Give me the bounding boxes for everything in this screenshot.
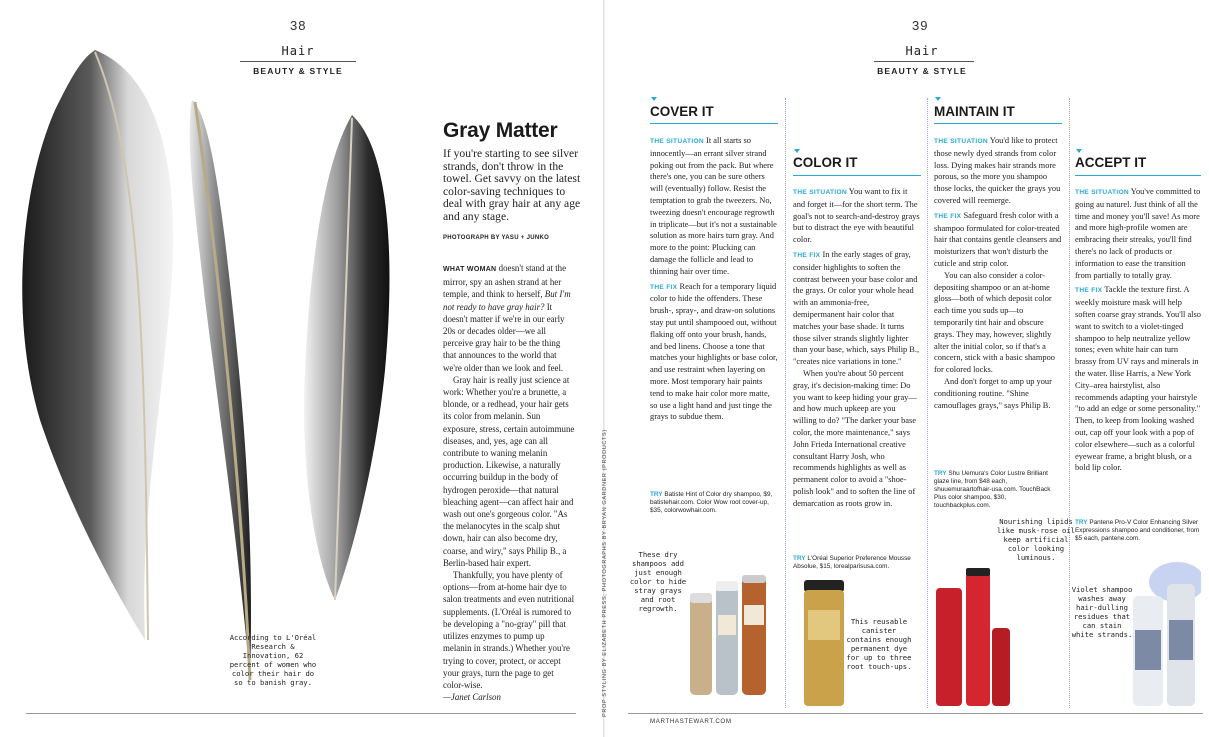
column-maintain-text (934, 135, 1062, 411)
column-cover-text (650, 135, 778, 423)
page-number: 39 (912, 18, 929, 33)
column-divider (927, 98, 928, 708)
title-rule (1075, 175, 1201, 176)
fix-label: THE FIX (793, 251, 821, 259)
shampoo-bottles-photo (932, 568, 1012, 708)
column-paragraph: And don't forget to amp up your conditioning routine. "Shine camouflages grays," says Philip B. (934, 376, 1052, 410)
arrow-down-icon (1076, 149, 1082, 153)
headline: Gray Matter (443, 119, 558, 142)
fix-text: In the early stages of gray, consider highlights to soften the contrast between your base color and the grays. Or color your whole head with an ammonia-free, demipermanent hair color that matches your base shade. It turns those silver strands slightly lighter than your base, which, says Philip B., "creates nice variations in tone." (793, 249, 920, 367)
subsection-label: BEAUTY & STYLE (877, 66, 967, 76)
situation-text: You'd like to protect those newly dyed strands from color loss. Dying makes hair strands more porous, so the more you shampoo those locks, the quicker the grays you covered will reemerge. (934, 136, 1061, 205)
mousse-canister-photo (802, 580, 846, 708)
column-divider (785, 98, 786, 708)
column-title-cover: COVER IT (650, 104, 714, 119)
feathers-photo (0, 40, 440, 720)
situation-label: THE SITUATION (1075, 189, 1129, 196)
column-accept-text (1075, 186, 1201, 474)
photo-credit: PHOTOGRAPH BY YASU + JUNKO (443, 235, 550, 241)
lead-in: WHAT WOMAN (443, 266, 497, 273)
product-caption: Nourishing lipids like musk-rose oil keep artificial color looking luminous. (997, 517, 1075, 562)
try-note-cover (650, 491, 778, 515)
try-label: TRY (934, 470, 947, 477)
article-text: doesn't stand at the mirror, spy an ashen strand at her temple, and think to herself, (443, 263, 567, 300)
product-caption: Violet shampoo washes away hair-dulling residues that can stain white strands. (1071, 585, 1133, 639)
product-caption: This reusable canister contains enough permanent dye for up to three root touch-ups. (846, 617, 912, 671)
try-note-accept (1075, 519, 1201, 543)
try-text: Pantene Pro-V Color Enhancing Silver Expressions shampoo and conditioner, from $5 each, pantene.com. (1075, 519, 1200, 542)
column-paragraph: You can also consider a color-depositing shampoo or an at-home gloss—both of which deposit color each time you suds up—to temporarily tint hair and obscure grays. They may, however, slightly alter the initial color, so if that's a concern, stick with a basic shampoo for colored locks. (934, 270, 1055, 375)
try-text: Batiste Hint of Color dry shampoo, $9, batistehair.com. Color Wow root cover-up, $35, colorwowhair.com. (650, 491, 773, 514)
left-page (0, 0, 604, 737)
arrow-down-icon (794, 149, 800, 153)
article-paragraph: Gray hair is really just science at work: Whether you're a brunette, a blonde, or a redhead, your hair gets its color from melanin. Sun exposure, stress, certain autoimmune diseases, and, yes, age can all contribute to waning melanin production. Likewise, a naturally occurring buildup in the body of hydrogen peroxide—that natural bleaching agent—can affect hair and wash out one's gorgeous color. "As the melanocytes in the scalp shut down, hair can also become dry, coarse, and wiry," says Philip B., a Berlin-based hair expert. (443, 374, 575, 568)
try-label: TRY (1075, 519, 1088, 526)
article-italic: But I'm not ready to have gray hair? (443, 289, 571, 312)
situation-text: You've committed to going au naturel. Just think of all the time and money you'll save! As more and more high-profile women are embracing their streaks, you'll find there's no lack of products or information to ease the transition from partially to totally gray. (1075, 187, 1201, 280)
column-title-maintain: MAINTAIN IT (934, 104, 1015, 119)
title-rule (650, 123, 778, 124)
arrow-down-icon (935, 97, 941, 101)
try-label: TRY (793, 555, 806, 562)
situation-label: THE SITUATION (793, 189, 847, 196)
title-rule (934, 123, 1062, 124)
try-text: Shu Uemura's Color Lustre Brilliant glaze line, from $48 each, shuuemuraartofhair-usa.com. TouchBack Plus color shampoo, $30, touchbackplus.com. (934, 470, 1051, 509)
subsection-label: BEAUTY & STYLE (253, 66, 343, 76)
column-color-text (793, 186, 921, 510)
arrow-down-icon (651, 97, 657, 101)
dek: If you're starting to see silver strands, don't throw in the towel. Get savvy on the latest color-saving techniques to deal with gray hair at any age and any stage. (443, 147, 581, 223)
try-label: TRY (650, 491, 663, 498)
site-footer: MARTHASTEWART.COM (650, 718, 732, 725)
section-rule (874, 61, 974, 62)
try-text: L'Oréal Superior Preference Mousse Absolue, $15, lorealparisusa.com. (793, 555, 911, 570)
section-label: Hair (281, 44, 315, 58)
column-title-color: COLOR IT (793, 155, 858, 170)
situation-text: It all starts so innocently—an errant silver strand poking out from the pack. But where there's one, you can be sure others will (eventually) follow. Resist the temptation to grab the tweezers. No, tweezing doesn't encourage regrowth in triplicate—but it's not a sustainable solution as more hairs turn gray. And more to the point: Plucking can damage the follicle and lead to thinning hair over time. (650, 136, 777, 276)
try-note-color (793, 555, 921, 571)
fix-text: Safeguard fresh color with a shampoo formulated for color-treated hair that contains gentle cleansers and moisturizers that won't disturb the cuticle and strip color. (934, 210, 1062, 268)
situation-label: THE SITUATION (934, 138, 988, 145)
article-paragraph: Thankfully, you have plenty of options—from at-home hair dye to salon treatments and even nutritional supplements. (L'Oréal is rumored to be developing a "no-gray" pill that utilizes enzymes to pump up melanin in strands.) Whether you're trying to cover, protect, or accept your grays, turn the page to get color-wise. (443, 570, 575, 690)
vertical-credit: PROP STYLING BY ELIZABETH PRESS; PHOTOGRAPHS BY BRYAN GARDNER (PRODUCTS) (602, 429, 608, 717)
column-paragraph: When you're about 50 percent gray, it's decision-making time: Do you want to keep hiding your gray—and how much upkeep are you willing to do? "The darker your base color, the more maintenance," says John Frieda International creative consultant Harry Josh, who recommends highlights as well as permanent color to avoid a "shoe-polish look" and to soften the line of demarcation as roots grow in. (793, 368, 917, 508)
right-page (604, 0, 1209, 737)
situation-text: You want to fix it and forget it—for the short term. The goal's not to search-and-destroy grays but to distract the eye with beautiful color. (793, 187, 920, 245)
fix-label: THE FIX (650, 283, 678, 291)
page-number: 38 (290, 18, 307, 33)
bottom-rule (26, 713, 576, 714)
dry-shampoo-cans-photo (684, 575, 784, 705)
try-note-maintain (934, 470, 1062, 510)
product-caption: These dry shampoos add just enough color to hide stray grays and root regrowth. (629, 550, 687, 613)
title-rule (793, 175, 921, 176)
fix-label: THE FIX (1075, 287, 1103, 295)
intro-article (443, 262, 575, 703)
byline: —Janet Carlson (443, 692, 501, 703)
bottom-rule (628, 713, 1203, 714)
fix-text: Reach for a temporary liquid color to hide the offenders. These brush-, spray-, and draw-on solutions stay put until shampooed out, without flaking off onto your brush, hands, and bed linens. Choose a tone that matches your highlights or base color, and use restraint when layering on more. Most temporary hair paints tend to make hair color more matte, so use a light hand and just tinge the grays to subdue them. (650, 281, 778, 422)
section-label: Hair (905, 44, 939, 58)
fix-label: THE FIX (934, 212, 962, 220)
article-text: It doesn't matter if we're in our early 20s or decades older—we all perceive gray hair to be the thing that announces to the world that we're older than we look and feel. (443, 301, 565, 373)
fix-text: Tackle the texture first. A weekly moisture mask will help soften coarse gray strands. You'll also want to switch to a violet-tinged shampoo to help neutralize yellow tones; even white hair can turn brassy from UV rays and minerals in the water. Ilise Harris, a New York City–area hairstylist, also recommends adapting your hairstyle "to add an edge or some personality." Then, to keep from looking washed out, cap off your look with a pop of color elsewhere—such as a colorful eyewear frame, a bright blush, or a bold lip color. (1075, 285, 1201, 473)
situation-label: THE SITUATION (650, 138, 704, 145)
feather-caption: According to L'Oréal Research & Innovation, 62 percent of women who color their hair do so to banish gray. (229, 633, 317, 687)
column-title-accept: ACCEPT IT (1075, 155, 1147, 170)
